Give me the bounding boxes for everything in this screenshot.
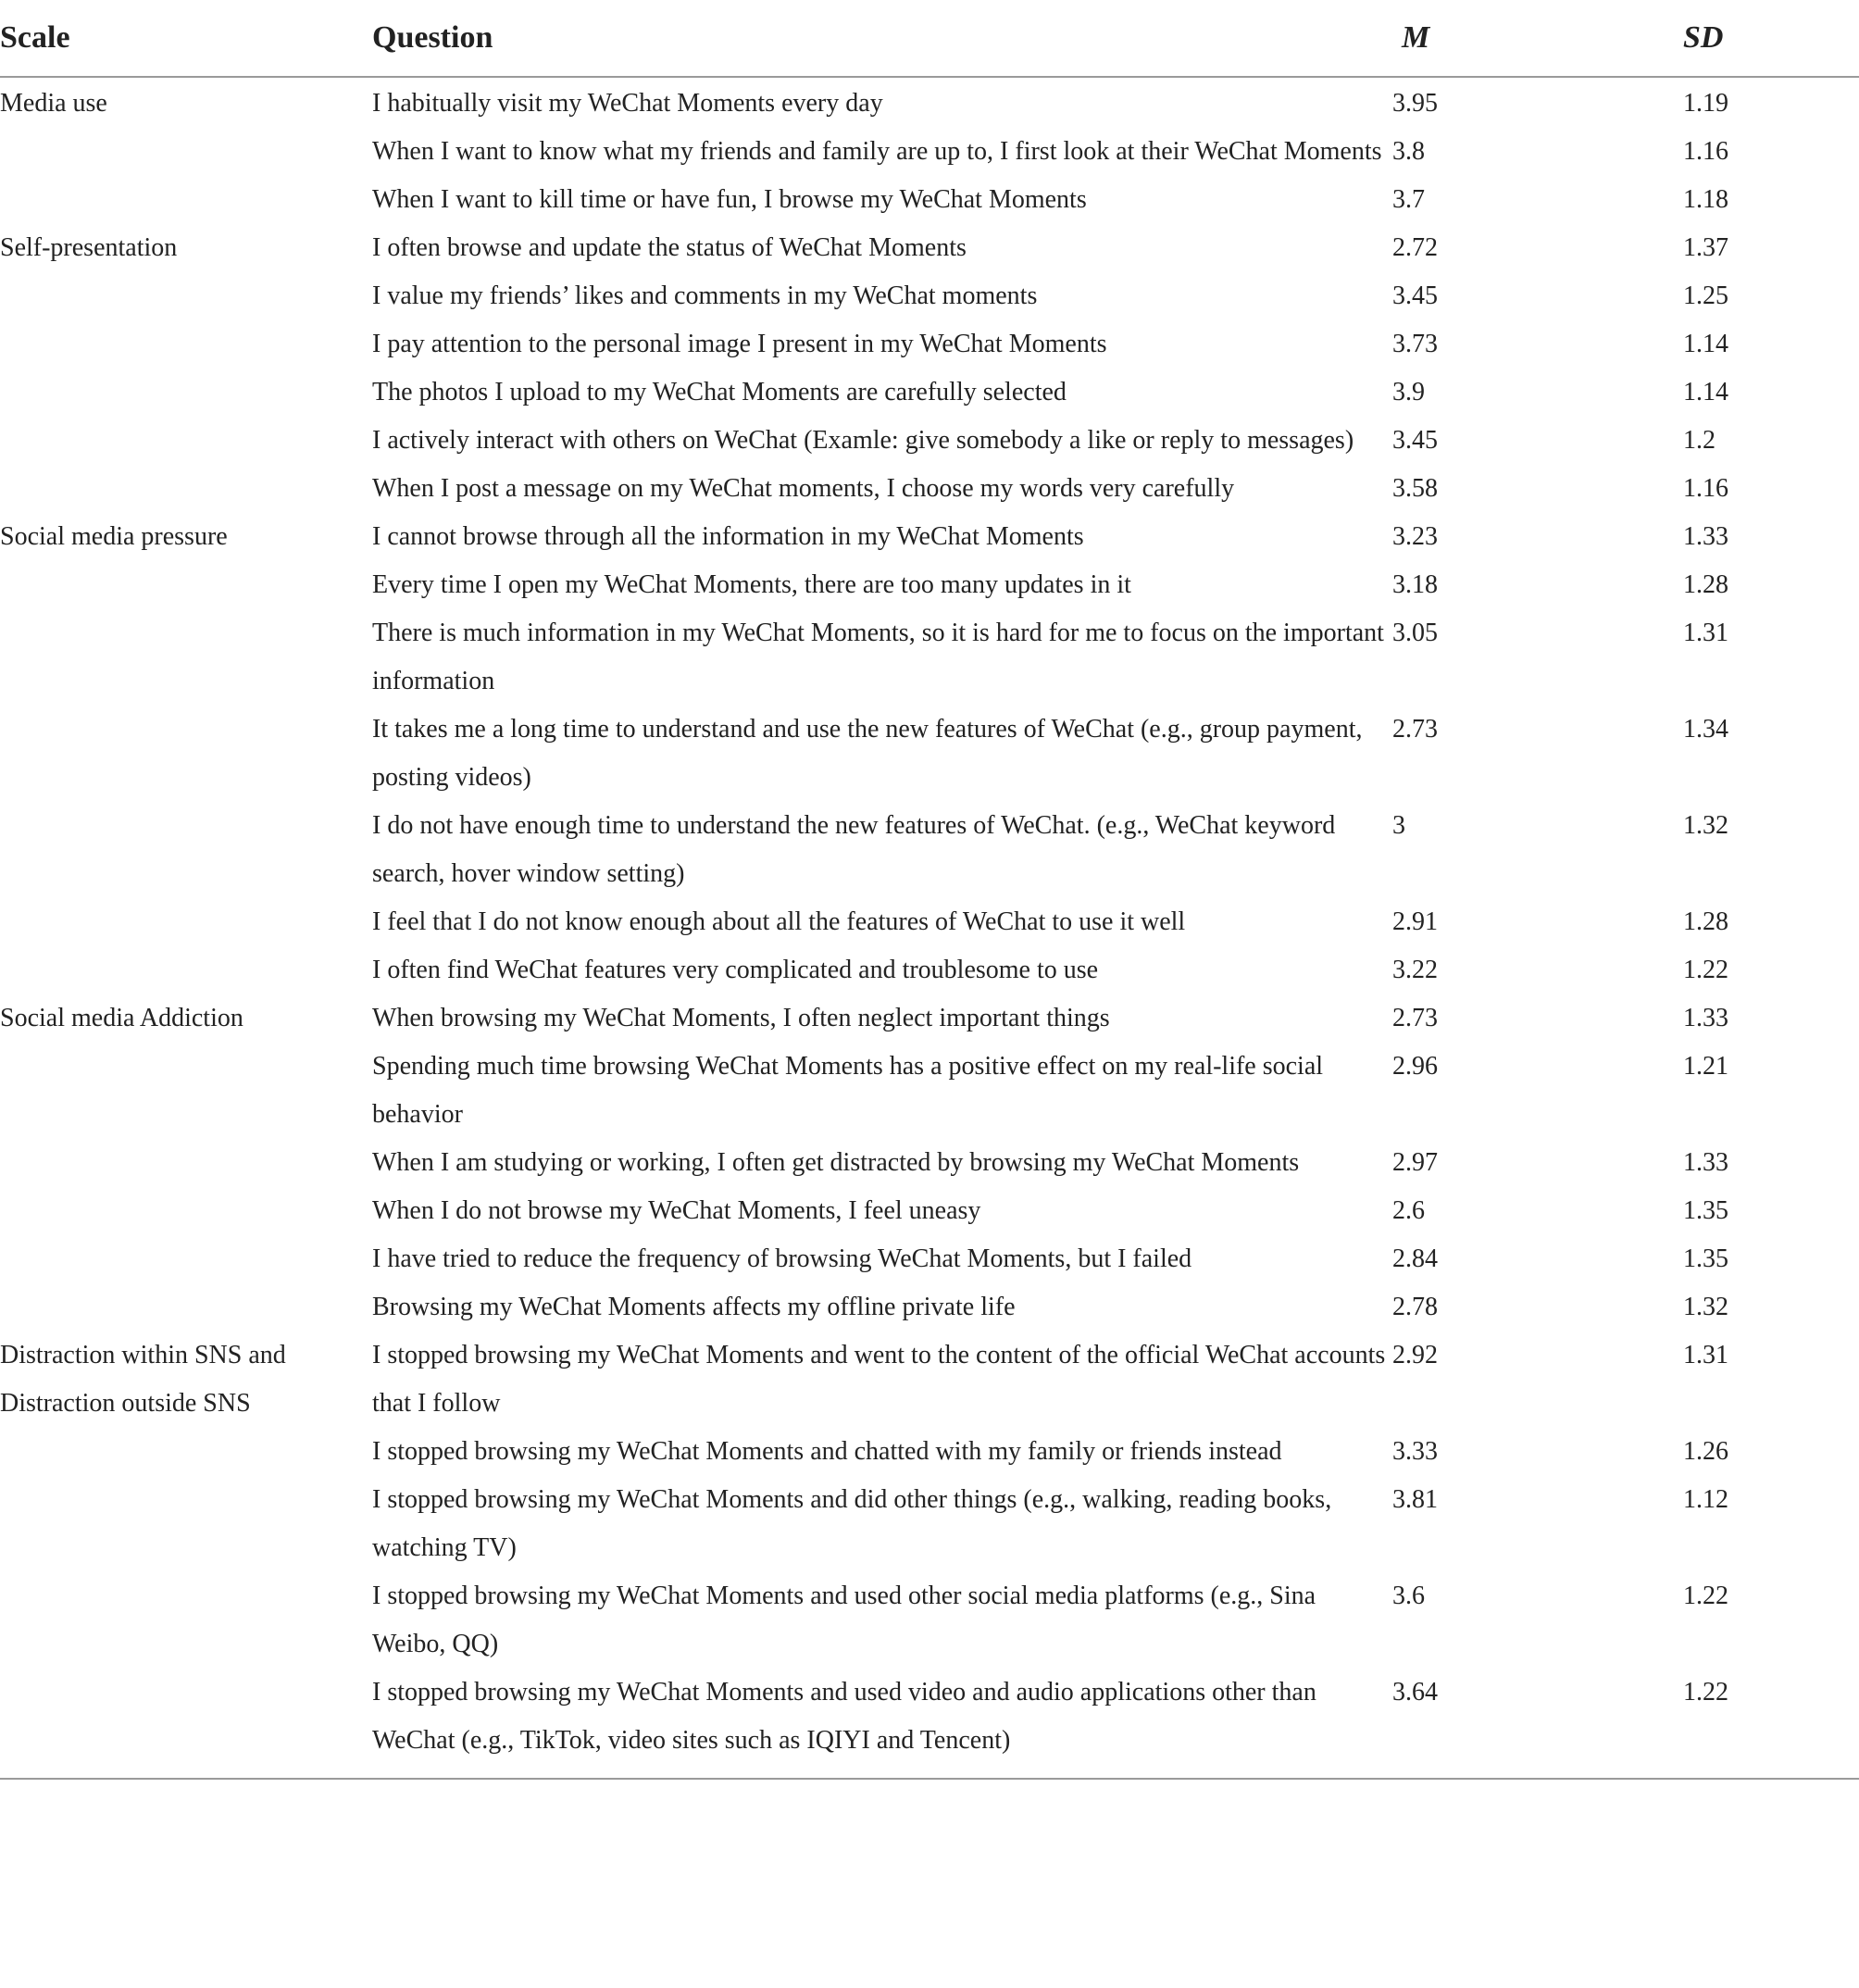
mean-cell: 2.73 [1392,715,1438,744]
scale-cell [0,176,372,224]
table-row [0,417,1859,465]
question-cell: I feel that I do not know enough about all the features of WeChat to use it well [372,907,1186,936]
question-cell: Spending much time browsing WeChat Moments has a positive effect on my real-life social behavior [372,1052,1324,1129]
scale-cell: Distraction within SNS and Distraction outside SNS [0,1341,286,1418]
sd-cell: 1.12 [1683,1485,1728,1514]
sd-cell: 1.22 [1683,1582,1728,1610]
table-body [0,77,1859,1779]
table-header [0,0,1859,77]
question-cell: I stopped browsing my WeChat Moments and used other social media platforms (e.g., Sina Weibo, QQ) [372,1582,1316,1658]
question-cell: Every time I open my WeChat Moments, there are too many updates in it [372,570,1131,599]
mean-cell: 3.05 [1392,619,1438,647]
scale-cell: Self-presentation [0,233,178,262]
header-row [0,0,1859,77]
scale-cell: Social media Addiction [0,1004,243,1032]
table-row [0,898,1859,946]
header-scale: Scale [0,0,372,77]
table-row [0,1283,1859,1332]
question-cell: I stopped browsing my WeChat Moments and chatted with my family or friends instead [372,1437,1282,1466]
question-cell: When I want to know what my friends and family are up to, I first look at their WeChat Moments [372,137,1382,166]
question-cell: The photos I upload to my WeChat Moments are carefully selected [372,378,1067,406]
sd-cell: 1.16 [1683,137,1728,166]
mean-cell: 3.81 [1392,1485,1438,1514]
sd-cell: 1.33 [1683,522,1728,551]
sd-cell: 1.25 [1683,281,1728,310]
mean-cell: 3.73 [1392,330,1438,358]
sd-cell: 1.32 [1683,811,1728,840]
sd-cell: 1.31 [1683,1341,1728,1369]
question-cell: There is much information in my WeChat Moments, so it is hard for me to focus on the important information [372,619,1384,695]
table-row [0,994,1859,1043]
question-cell: It takes me a long time to understand and use the new features of WeChat (e.g., group payment, posting videos) [372,715,1363,792]
table-row [0,1332,1859,1428]
mean-cell: 3.45 [1392,281,1438,310]
scale-cell [0,1187,372,1235]
question-cell: I stopped browsing my WeChat Moments and went to the content of the official WeChat accounts that I follow [372,1341,1386,1418]
mean-cell: 2.73 [1392,1004,1438,1032]
header-mean: M [1392,0,1683,77]
mean-cell: 3.33 [1392,1437,1438,1466]
sd-cell: 1.26 [1683,1437,1728,1466]
scale-cell [0,561,372,609]
mean-cell: 3.23 [1392,522,1438,551]
mean-cell: 3.6 [1392,1582,1425,1610]
scale-cell [0,369,372,417]
question-cell: I stopped browsing my WeChat Moments and did other things (e.g., walking, reading books, watching TV) [372,1485,1332,1562]
mean-cell: 2.97 [1392,1148,1438,1177]
table-row [0,706,1859,802]
sd-cell: 1.33 [1683,1148,1728,1177]
question-cell: I pay attention to the personal image I present in my WeChat Moments [372,330,1107,358]
header-question: Question [372,0,1392,77]
sd-cell: 1.22 [1683,956,1728,984]
mean-cell: 3.64 [1392,1669,1683,1779]
scale-cell: Social media pressure [0,522,228,551]
question-cell: When I am studying or working, I often get distracted by browsing my WeChat Moments [372,1148,1300,1177]
scale-cell [0,1428,372,1476]
mean-cell: 2.96 [1392,1052,1438,1081]
sd-cell: 1.34 [1683,715,1728,744]
scale-cell [0,320,372,369]
scale-cell [0,1669,372,1779]
sd-cell: 1.2 [1683,426,1716,455]
table-row [0,1235,1859,1283]
table-row [0,513,1859,561]
table-row [0,1187,1859,1235]
table-row [0,946,1859,994]
table-row [0,369,1859,417]
mean-cell: 3.7 [1392,185,1425,214]
question-cell: When I post a message on my WeChat moments, I choose my words very carefully [372,474,1235,503]
question-cell: When I want to kill time or have fun, I browse my WeChat Moments [372,185,1087,214]
sd-cell: 1.22 [1683,1669,1859,1779]
table-row [0,1572,1859,1669]
scale-cell [0,1476,372,1572]
mean-cell: 2.78 [1392,1293,1438,1321]
table-row [0,128,1859,176]
table-row [0,1669,1859,1779]
table-row [0,609,1859,706]
sd-cell: 1.18 [1683,185,1728,214]
sd-cell: 1.31 [1683,619,1728,647]
table-row [0,77,1859,128]
table-row [0,1476,1859,1572]
sd-cell: 1.19 [1683,89,1728,118]
scale-cell [0,1235,372,1283]
table-row [0,1139,1859,1187]
question-cell: I cannot browse through all the information in my WeChat Moments [372,522,1084,551]
question-cell: I often browse and update the status of WeChat Moments [372,233,967,262]
mean-cell: 3.22 [1392,956,1438,984]
question-cell: I actively interact with others on WeChat (Examle: give somebody a like or reply to messages) [372,426,1354,455]
sd-cell: 1.14 [1683,330,1728,358]
mean-cell: 3 [1392,811,1405,840]
sd-cell: 1.35 [1683,1244,1728,1273]
scale-cell [0,802,372,898]
scale-cell [0,1139,372,1187]
mean-cell: 3.95 [1392,89,1438,118]
mean-cell: 3.45 [1392,426,1438,455]
sd-cell: 1.37 [1683,233,1728,262]
table-row [0,224,1859,272]
mean-cell: 3.58 [1392,474,1438,503]
table-row [0,272,1859,320]
table-row [0,1043,1859,1139]
sd-cell: 1.32 [1683,1293,1728,1321]
mean-cell: 2.91 [1392,907,1438,936]
question-cell: I often find WeChat features very complicated and troublesome to use [372,956,1099,984]
scale-cell [0,417,372,465]
sd-cell: 1.33 [1683,1004,1728,1032]
scale-cell [0,1283,372,1332]
scale-cell [0,706,372,802]
mean-cell: 2.6 [1392,1196,1425,1225]
sd-cell: 1.28 [1683,907,1728,936]
table-row [0,802,1859,898]
scale-cell [0,1043,372,1139]
sd-cell: 1.16 [1683,474,1728,503]
question-cell: I stopped browsing my WeChat Moments and used video and audio applications other than WeChat (e.g., TikTok, video sites such as IQIYI and Tencent) [372,1669,1392,1779]
table-row [0,1428,1859,1476]
mean-cell: 2.92 [1392,1341,1438,1369]
scale-cell [0,272,372,320]
mean-cell: 3.9 [1392,378,1425,406]
question-cell: I do not have enough time to understand the new features of WeChat. (e.g., WeChat keyword search, hover window setting) [372,811,1336,888]
scale-cell [0,465,372,513]
question-cell: When browsing my WeChat Moments, I often neglect important things [372,1004,1110,1032]
header-sd: SD [1683,0,1859,77]
scale-cell [0,1572,372,1669]
mean-cell: 3.8 [1392,137,1425,166]
sd-cell: 1.21 [1683,1052,1728,1081]
scale-cell [0,128,372,176]
scale-cell [0,898,372,946]
question-cell: When I do not browse my WeChat Moments, I feel uneasy [372,1196,981,1225]
table-row [0,561,1859,609]
mean-cell: 2.72 [1392,233,1438,262]
mean-cell: 3.18 [1392,570,1438,599]
sd-cell: 1.28 [1683,570,1728,599]
question-cell: I value my friends’ likes and comments in my WeChat moments [372,281,1038,310]
question-cell: I have tried to reduce the frequency of browsing WeChat Moments, but I failed [372,1244,1192,1273]
table-row [0,176,1859,224]
question-cell: I habitually visit my WeChat Moments every day [372,89,883,118]
question-cell: Browsing my WeChat Moments affects my offline private life [372,1293,1016,1321]
table-row [0,465,1859,513]
scale-cell [0,946,372,994]
mean-cell: 2.84 [1392,1244,1438,1273]
sd-cell: 1.14 [1683,378,1728,406]
scale-cell [0,609,372,706]
scale-cell: Media use [0,89,107,118]
sd-cell: 1.35 [1683,1196,1728,1225]
table-row [0,320,1859,369]
